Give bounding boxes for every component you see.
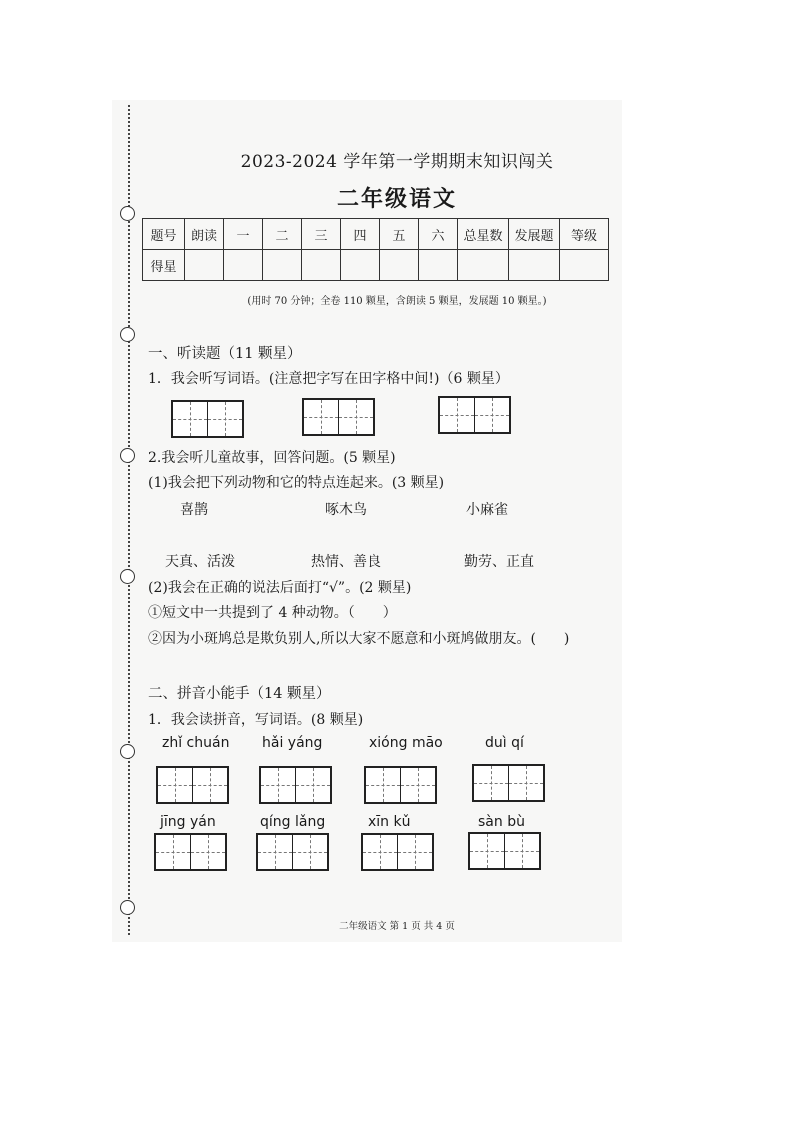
score-header-cell: 四: [341, 219, 380, 250]
pinyin-label: qíng lǎng: [260, 814, 326, 830]
trait-label[interactable]: 勤劳、正直: [464, 554, 534, 570]
pinyin-label: sàn bù: [478, 814, 525, 830]
trait-label[interactable]: 热情、善良: [311, 554, 381, 570]
score-header-cell: 三: [302, 219, 341, 250]
score-header-cell: 二: [263, 219, 302, 250]
score-input-cell[interactable]: [458, 250, 509, 281]
score-row-label: 得星: [143, 250, 185, 281]
score-input-cell[interactable]: [509, 250, 560, 281]
tianzige-box[interactable]: [361, 833, 434, 871]
animal-label[interactable]: 小麻雀: [466, 502, 508, 518]
section1-q2-1: (1)我会把下列动物和它的特点连起来。(3 颗星): [148, 475, 445, 491]
score-input-cell[interactable]: [224, 250, 263, 281]
score-table-score-row: [143, 250, 609, 281]
score-header-cell: 六: [419, 219, 458, 250]
pinyin-label: jīng yán: [160, 814, 216, 830]
exam-subtitle: 二年级语文: [336, 186, 457, 212]
binding-hole-5: [120, 744, 135, 759]
tianzige-box[interactable]: [438, 396, 511, 434]
score-input-cell[interactable]: [560, 250, 609, 281]
score-input-cell[interactable]: [263, 250, 302, 281]
tianzige-box[interactable]: [302, 398, 375, 436]
score-header-cell: 等级: [560, 219, 609, 250]
binding-hole-6: [120, 900, 135, 915]
tianzige-box[interactable]: [468, 832, 541, 870]
tianzige-box[interactable]: [156, 766, 229, 804]
pinyin-label: duì qí: [485, 735, 524, 751]
score-input-cell[interactable]: [380, 250, 419, 281]
score-table: [142, 218, 609, 281]
exam-title: 2023-2024 学年第一学期期末知识闯关: [240, 152, 554, 172]
section1-q1: 1．我会听写词语。(注意把字写在田字格中间!)（6 颗星）: [148, 371, 509, 387]
pinyin-label: zhǐ chuán: [162, 735, 230, 751]
tianzige-box[interactable]: [259, 766, 332, 804]
tianzige-box[interactable]: [472, 764, 545, 802]
score-input-cell[interactable]: [419, 250, 458, 281]
trait-label[interactable]: 天真、活泼: [165, 554, 235, 570]
score-header-cell: 朗读: [185, 219, 224, 250]
score-header-cell: 五: [380, 219, 419, 250]
pinyin-label: xīn kǔ: [368, 814, 411, 830]
section1-q2-2: (2)我会在正确的说法后面打“√”。(2 颗星): [148, 580, 412, 596]
binding-hole-2: [120, 327, 135, 342]
pinyin-label: hǎi yáng: [262, 735, 323, 751]
pinyin-label: xióng māo: [369, 735, 443, 751]
tianzige-box[interactable]: [171, 400, 244, 438]
tianzige-box[interactable]: [256, 833, 329, 871]
section1-q2: 2.我会听儿童故事，回答问题。(5 颗星): [148, 450, 396, 466]
score-header-cell: 一: [224, 219, 263, 250]
score-input-cell[interactable]: [302, 250, 341, 281]
binding-hole-4: [120, 569, 135, 584]
statement-1[interactable]: ①短文中一共提到了 4 种动物。（ ）: [148, 605, 397, 621]
section2-q1: 1．我会读拼音，写词语。(8 颗星): [148, 712, 364, 728]
score-input-cell[interactable]: [185, 250, 224, 281]
score-header-cell: 题号: [143, 219, 185, 250]
animal-label[interactable]: 喜鹊: [180, 502, 208, 518]
score-input-cell[interactable]: [341, 250, 380, 281]
exam-note: (用时 70 分钟；全卷 110 颗星，含朗读 5 颗星，发展题 10 颗星。): [247, 296, 547, 307]
section1-title: 一、听读题（11 颗星）: [148, 346, 302, 362]
tianzige-box[interactable]: [154, 833, 227, 871]
score-header-cell: 总星数: [458, 219, 509, 250]
binding-hole-3: [120, 448, 135, 463]
animal-label[interactable]: 啄木鸟: [325, 502, 367, 518]
page-footer: 二年级语文 第 1 页 共 4 页: [339, 921, 455, 932]
binding-dotted-line: [128, 105, 130, 935]
score-header-cell: 发展题: [509, 219, 560, 250]
statement-2[interactable]: ②因为小斑鸠总是欺负别人,所以大家不愿意和小斑鸠做朋友。( ): [148, 631, 570, 647]
score-table-header-row: [143, 219, 609, 250]
section2-title: 二、拼音小能手（14 颗星）: [148, 686, 331, 702]
tianzige-box[interactable]: [364, 766, 437, 804]
